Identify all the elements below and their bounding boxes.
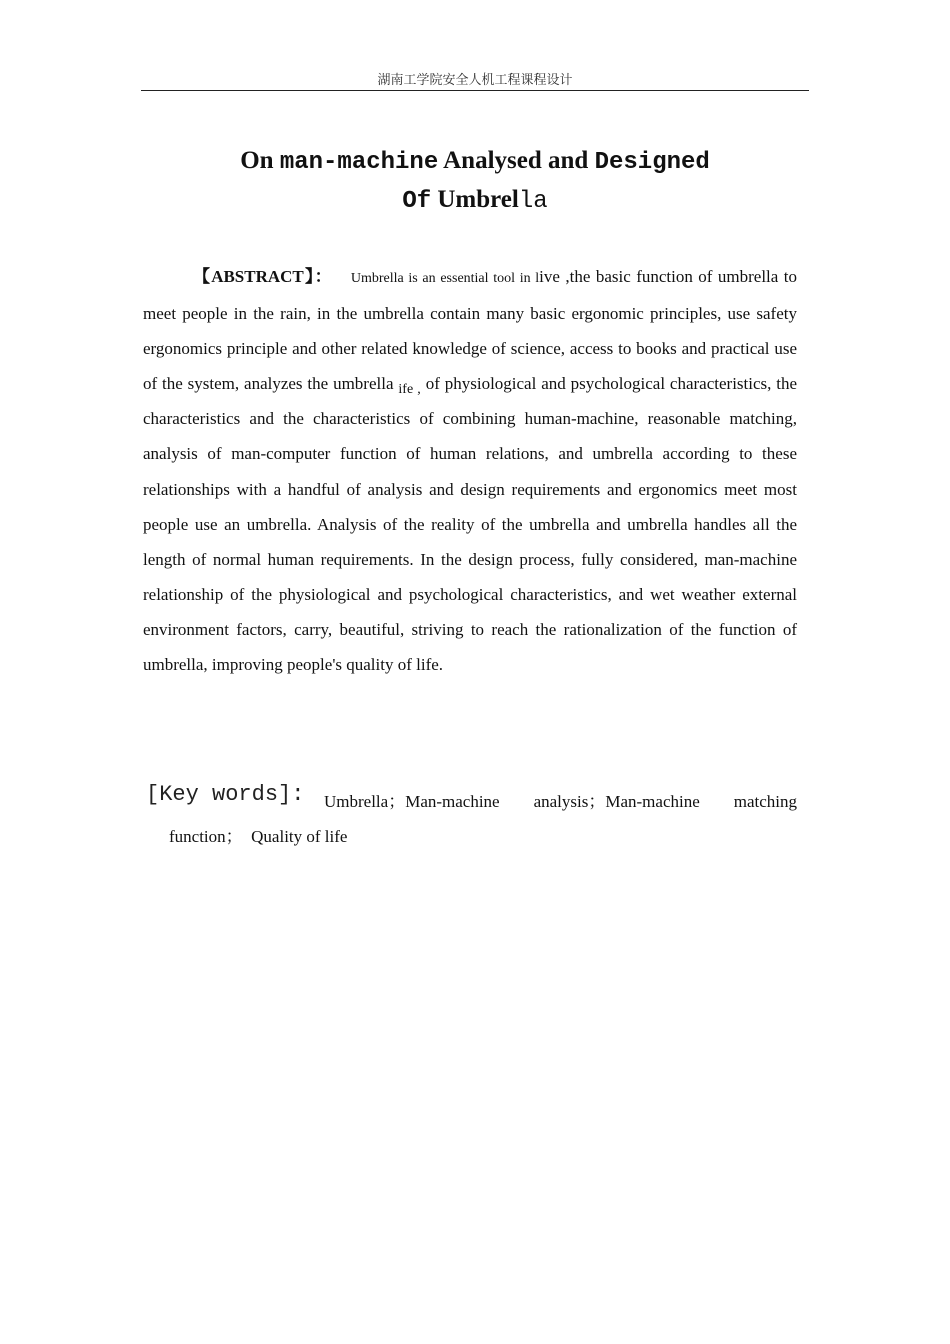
abstract-text-part-2: of physiological and psychological characteristics, the characteristics and the characteristics of combining human-machine, reasonable matching, analysis of man-computer function of human relations, and umbrella according to these relationships with a handful of analysis and design requirements and ergonomics meet most people use an umbrella. Analysis of the reality of the umbrella and umbrella handles all the length of normal human requirements. In the design process, fully considered, man-machine relationship of the physiological and psychological characteristics, and wet weather external environment factors, carry, beautiful, striving to reach the rationalization of the function of umbrella, improving people's quality of life. [143,374,798,675]
keywords-line-1: Umbrella；Man-machine analysis；Man-machine matching [324,792,797,811]
title-word-man-machine: man-machine [279,149,439,176]
keywords-label: [Key words]: [146,782,305,807]
title-word-designed: Designed [594,149,710,176]
abstract-subscript-ife: ife , [398,382,421,398]
header-text: 湖南工学院安全人机工程课程设计 [377,72,573,87]
abstract-paragraph [143,259,797,682]
document-title [141,142,809,220]
abstract-text-part-1: ive ,the basic function of umbrella to meet people in the rain, in the umbrella contain many basic ergonomic principles, use safety ergonomics principle and other related knowledge of science, access to books and practical use of the system, analyzes the umbrella [143,267,797,394]
title-word-of: Of [402,188,432,215]
keywords-line-2: function； Quality of life [169,827,348,846]
title-word-la: la [518,188,548,215]
title-word-analysed-and: Analysed and [443,147,589,174]
title-word-on: On [240,147,274,174]
title-word-umbrel: Umbrel [437,186,519,213]
page-header [141,72,809,91]
abstract-label: 【ABSTRACT】： [193,267,333,286]
abstract-small-start: Umbrella is an essential tool in l [350,271,540,286]
